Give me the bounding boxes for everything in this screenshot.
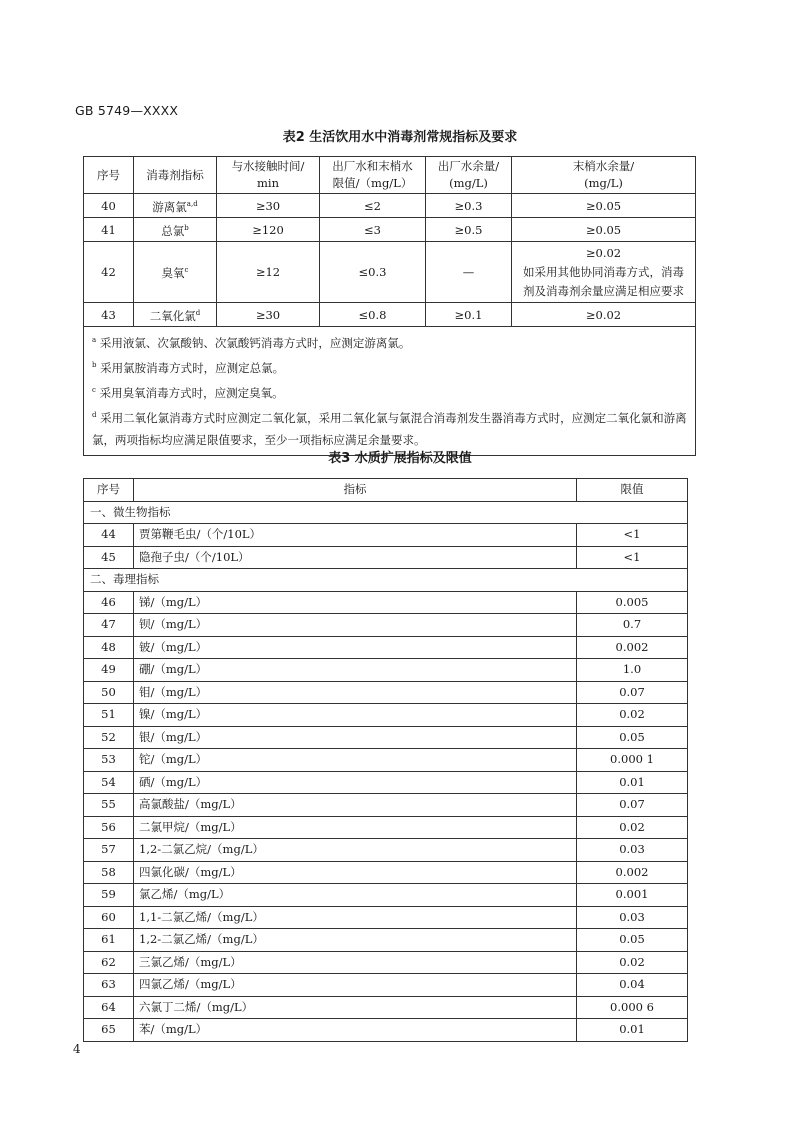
cell-indicator: 四氯化碳/（mg/L） [134, 861, 577, 884]
cell-limit: 0.07 [577, 681, 688, 704]
cell-limit: ≤2 [320, 194, 426, 218]
disinfectant-table [83, 156, 696, 456]
section-toxicology: 二、毒理指标 [84, 569, 688, 592]
table-row [84, 884, 688, 907]
standard-code: GB 5749—XXXX [75, 103, 179, 118]
cell-no: 58 [84, 861, 134, 884]
cell-limit: 0.05 [577, 726, 688, 749]
table-row [84, 1019, 688, 1042]
footnote: $^b$ 采用氯胺消毒方式时，应测定总氯。 [92, 361, 285, 375]
cell-limit: 0.05 [577, 929, 688, 952]
cell-no: 49 [84, 659, 134, 682]
table-row [84, 218, 696, 242]
cell-no: 65 [84, 1019, 134, 1042]
cell-limit: 0.02 [577, 951, 688, 974]
footnote: $^a$ 采用液氯、次氯酸钠、次氯酸钙消毒方式时，应测定游离氯。 [92, 336, 411, 350]
cell-indicator: 铍/（mg/L） [134, 636, 577, 659]
cell-limit: 0.04 [577, 974, 688, 997]
cell-limit: <1 [577, 546, 688, 569]
cell-no: 60 [84, 906, 134, 929]
header-indicator: 指标 [134, 479, 577, 502]
header-limit: 限值 [577, 479, 688, 502]
cell-indicator: 银/（mg/L） [134, 726, 577, 749]
table-row [84, 636, 688, 659]
table-row [84, 242, 696, 303]
table-row [84, 974, 688, 997]
cell-limit: 0.7 [577, 614, 688, 637]
table-row [84, 546, 688, 569]
cell-indicator: 高氯酸盐/（mg/L） [134, 794, 577, 817]
cell-no: 45 [84, 546, 134, 569]
header-factory-residual: 出厂水余量/ (mg/L) [426, 157, 512, 194]
cell-no: 62 [84, 951, 134, 974]
cell-no: 48 [84, 636, 134, 659]
cell-no: 50 [84, 681, 134, 704]
table-row [84, 726, 688, 749]
cell-no: 40 [84, 194, 134, 218]
table-row [84, 749, 688, 772]
cell-factory: — [426, 242, 512, 303]
extended-indicators-table [83, 478, 688, 1042]
cell-indicator: 六氯丁二烯/（mg/L） [134, 996, 577, 1019]
cell-indicator: 硒/（mg/L） [134, 771, 577, 794]
header-no: 序号 [84, 479, 134, 502]
table-row [84, 591, 688, 614]
cell-no: 57 [84, 839, 134, 862]
cell-no: 64 [84, 996, 134, 1019]
table3-title: 表3 水质扩展指标及限值 [328, 451, 472, 466]
table-row [84, 996, 688, 1019]
table-row [84, 929, 688, 952]
table2-notes-row [84, 327, 696, 456]
cell-no: 52 [84, 726, 134, 749]
cell-indicator: 铊/（mg/L） [134, 749, 577, 772]
cell-indicator: 1,2-二氯乙烯/（mg/L） [134, 929, 577, 952]
header-contact-time: 与水接触时间/ min [217, 157, 320, 194]
cell-limit: 0.005 [577, 591, 688, 614]
cell-indicator: 硼/（mg/L） [134, 659, 577, 682]
cell-indicator: 镍/（mg/L） [134, 704, 577, 727]
cell-limit: ≤0.8 [320, 303, 426, 327]
cell-limit: 0.001 [577, 884, 688, 907]
cell-no: 43 [84, 303, 134, 327]
table-row [84, 771, 688, 794]
cell-no: 56 [84, 816, 134, 839]
cell-contact: ≥12 [217, 242, 320, 303]
cell-no: 51 [84, 704, 134, 727]
footnote: $^d$ 采用二氧化氯消毒方式时应测定二氧化氯，采用二氧化氯与氯混合消毒剂发生器消毒方式时，应测定二氧化氯和游离氯，两项指标均应满足限值要求，至少一项指标应满足余量要求。 [92, 411, 687, 447]
cell-factory: ≥0.1 [426, 303, 512, 327]
cell-name: 臭氧$^c$ [134, 242, 217, 303]
cell-name: 游离氯$^{a,d}$ [134, 194, 217, 218]
cell-no: 42 [84, 242, 134, 303]
cell-indicator: 四氯乙烯/（mg/L） [134, 974, 577, 997]
cell-no: 61 [84, 929, 134, 952]
cell-terminal: ≥0.05 [512, 218, 696, 242]
cell-limit: 0.002 [577, 861, 688, 884]
cell-factory: ≥0.3 [426, 194, 512, 218]
cell-limit: 0.02 [577, 816, 688, 839]
table-row [84, 524, 688, 547]
cell-limit: <1 [577, 524, 688, 547]
table-row [84, 839, 688, 862]
table2-header-row [84, 157, 696, 194]
header-limit: 出厂水和末梢水 限值/（mg/L） [320, 157, 426, 194]
table-row [84, 614, 688, 637]
cell-limit: 0.01 [577, 1019, 688, 1042]
footnote: $^c$ 采用臭氧消毒方式时，应测定臭氧。 [92, 386, 284, 400]
table-row [84, 861, 688, 884]
cell-indicator: 钼/（mg/L） [134, 681, 577, 704]
table-row [84, 794, 688, 817]
cell-factory: ≥0.5 [426, 218, 512, 242]
section-row [84, 501, 688, 524]
cell-terminal: ≥0.02 如采用其他协同消毒方式，消毒 剂及消毒剂余量应满足相应要求 [512, 242, 696, 303]
cell-limit: 0.03 [577, 906, 688, 929]
header-no: 序号 [84, 157, 134, 194]
cell-indicator: 钡/（mg/L） [134, 614, 577, 637]
cell-no: 46 [84, 591, 134, 614]
table-row [84, 194, 696, 218]
cell-terminal: ≥0.02 [512, 303, 696, 327]
cell-limit: 0.02 [577, 704, 688, 727]
cell-name: 二氧化氯$^d$ [134, 303, 217, 327]
cell-limit: 0.01 [577, 771, 688, 794]
cell-indicator: 氯乙烯/（mg/L） [134, 884, 577, 907]
cell-no: 59 [84, 884, 134, 907]
cell-indicator: 隐孢子虫/（个/10L） [134, 546, 577, 569]
cell-indicator: 1,1-二氯乙烯/（mg/L） [134, 906, 577, 929]
table2-title: 表2 生活饮用水中消毒剂常规指标及要求 [282, 130, 518, 145]
table-row [84, 951, 688, 974]
cell-limit: ≤3 [320, 218, 426, 242]
cell-indicator: 二氯甲烷/（mg/L） [134, 816, 577, 839]
cell-no: 63 [84, 974, 134, 997]
cell-no: 53 [84, 749, 134, 772]
cell-indicator: 1,2-二氯乙烷/（mg/L） [134, 839, 577, 862]
cell-contact: ≥30 [217, 194, 320, 218]
cell-limit: 0.07 [577, 794, 688, 817]
cell-limit: 0.000 6 [577, 996, 688, 1019]
cell-no: 44 [84, 524, 134, 547]
cell-terminal: ≥0.05 [512, 194, 696, 218]
header-name: 消毒剂指标 [134, 157, 217, 194]
cell-indicator: 三氯乙烯/（mg/L） [134, 951, 577, 974]
section-row [84, 569, 688, 592]
cell-limit: 0.002 [577, 636, 688, 659]
cell-limit: 0.03 [577, 839, 688, 862]
cell-contact: ≥30 [217, 303, 320, 327]
table-row [84, 906, 688, 929]
cell-no: 55 [84, 794, 134, 817]
cell-contact: ≥120 [217, 218, 320, 242]
cell-no: 41 [84, 218, 134, 242]
table-row [84, 681, 688, 704]
table-row [84, 303, 696, 327]
cell-indicator: 苯/（mg/L） [134, 1019, 577, 1042]
cell-no: 47 [84, 614, 134, 637]
cell-indicator: 贾第鞭毛虫/（个/10L） [134, 524, 577, 547]
cell-limit: 1.0 [577, 659, 688, 682]
table3-header-row [84, 479, 688, 502]
cell-indicator: 锑/（mg/L） [134, 591, 577, 614]
cell-limit: 0.000 1 [577, 749, 688, 772]
table-row [84, 659, 688, 682]
cell-name: 总氯$^b$ [134, 218, 217, 242]
cell-no: 54 [84, 771, 134, 794]
cell-limit: ≤0.3 [320, 242, 426, 303]
table-row [84, 704, 688, 727]
header-terminal-residual: 末梢水余量/ (mg/L) [512, 157, 696, 194]
table-row [84, 816, 688, 839]
page-number: 4 [73, 1042, 81, 1056]
table2-notes [84, 327, 696, 456]
section-microbiology: 一、微生物指标 [84, 501, 688, 524]
